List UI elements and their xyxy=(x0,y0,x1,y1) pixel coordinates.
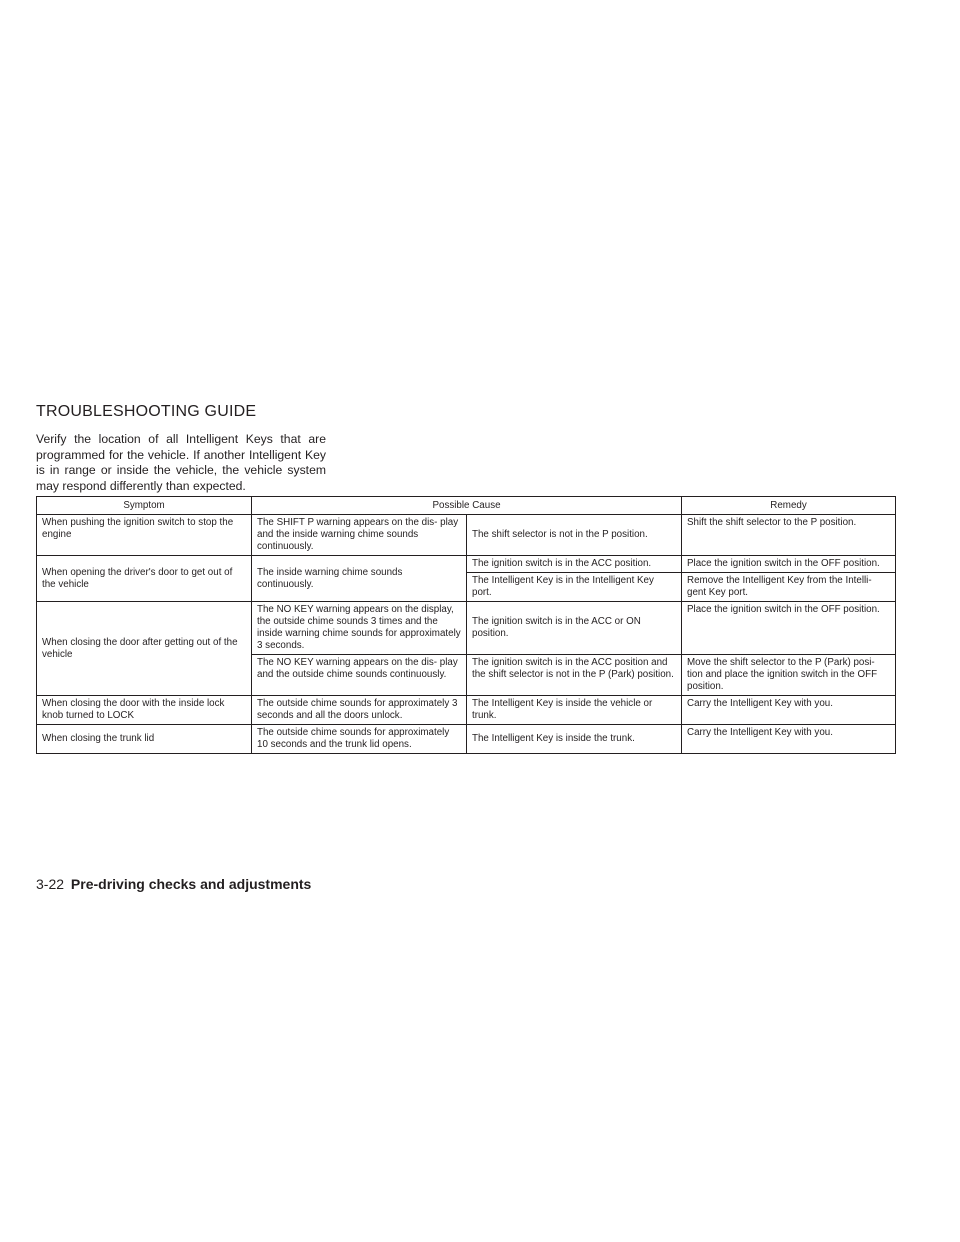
table-row xyxy=(37,515,896,556)
symptom-cell: When closing the trunk lid xyxy=(37,725,252,754)
troubleshooting-table xyxy=(36,496,896,754)
remedy-cell: Shift the shift selector to the P position. xyxy=(682,515,896,556)
cause-detail-cell: The NO KEY warning appears on the display, the outside chime sounds 3 times and the inside warning chime sounds for approximately 3 seconds. xyxy=(252,602,467,655)
cause-cell: The Intelligent Key is inside the trunk. xyxy=(467,725,682,754)
cause-cell: The ignition switch is in the ACC or ON position. xyxy=(467,602,682,655)
symptom-cell: When opening the driver's door to get out of the vehicle xyxy=(37,556,252,602)
table-row xyxy=(37,696,896,725)
page-footer xyxy=(36,876,311,892)
symptom-cell: When pushing the ignition switch to stop the engine xyxy=(37,515,252,556)
cause-cell: The ignition switch is in the ACC position and the shift selector is not in the P (Park) position. xyxy=(467,655,682,696)
symptom-cell: When closing the door with the inside lock knob turned to LOCK xyxy=(37,696,252,725)
intro-paragraph: Verify the location of all Intelligent Keys that are programmed for the vehicle. If another Intelligent Key is in range or inside the vehicle, the vehicle system may respond differently than expected. xyxy=(36,432,326,493)
remedy-cell: Place the ignition switch in the OFF position. xyxy=(682,556,896,573)
remedy-cell: Remove the Intelligent Key from the Intelli- gent Key port. xyxy=(682,573,896,602)
table-header-row xyxy=(37,497,896,515)
table-row xyxy=(37,725,896,754)
remedy-cell: Place the ignition switch in the OFF position. xyxy=(682,602,896,655)
table-row xyxy=(37,556,896,573)
remedy-cell: Carry the Intelligent Key with you. xyxy=(682,725,896,754)
cause-detail-cell: The NO KEY warning appears on the dis- play and the outside chime sounds continuously. xyxy=(252,655,467,696)
cause-detail-cell: The inside warning chime sounds continuously. xyxy=(252,556,467,602)
cause-detail-cell: The outside chime sounds for approximately 10 seconds and the trunk lid opens. xyxy=(252,725,467,754)
cause-cell: The Intelligent Key is inside the vehicle or trunk. xyxy=(467,696,682,725)
header-remedy: Remedy xyxy=(682,497,896,515)
chapter-title: Pre-driving checks and adjustments xyxy=(70,876,312,892)
cause-cell: The shift selector is not in the P position. xyxy=(467,515,682,556)
table-row xyxy=(37,602,896,655)
remedy-cell: Move the shift selector to the P (Park) posi- tion and place the ignition switch in the OFF position. xyxy=(682,655,896,696)
remedy-cell: Carry the Intelligent Key with you. xyxy=(682,696,896,725)
symptom-cell: When closing the door after getting out of the vehicle xyxy=(37,602,252,696)
cause-detail-cell: The SHIFT P warning appears on the dis- play and the inside warning chime sounds continuously. xyxy=(252,515,467,556)
cause-detail-cell: The outside chime sounds for approximately 3 seconds and all the doors unlock. xyxy=(252,696,467,725)
header-symptom: Symptom xyxy=(37,497,252,515)
page-number: 3-22 xyxy=(36,876,65,892)
cause-cell: The Intelligent Key is in the Intelligent Key port. xyxy=(467,573,682,602)
header-possible-cause: Possible Cause xyxy=(252,497,682,515)
cause-cell: The ignition switch is in the ACC position. xyxy=(467,556,682,573)
section-title: TROUBLESHOOTING GUIDE xyxy=(36,403,257,420)
